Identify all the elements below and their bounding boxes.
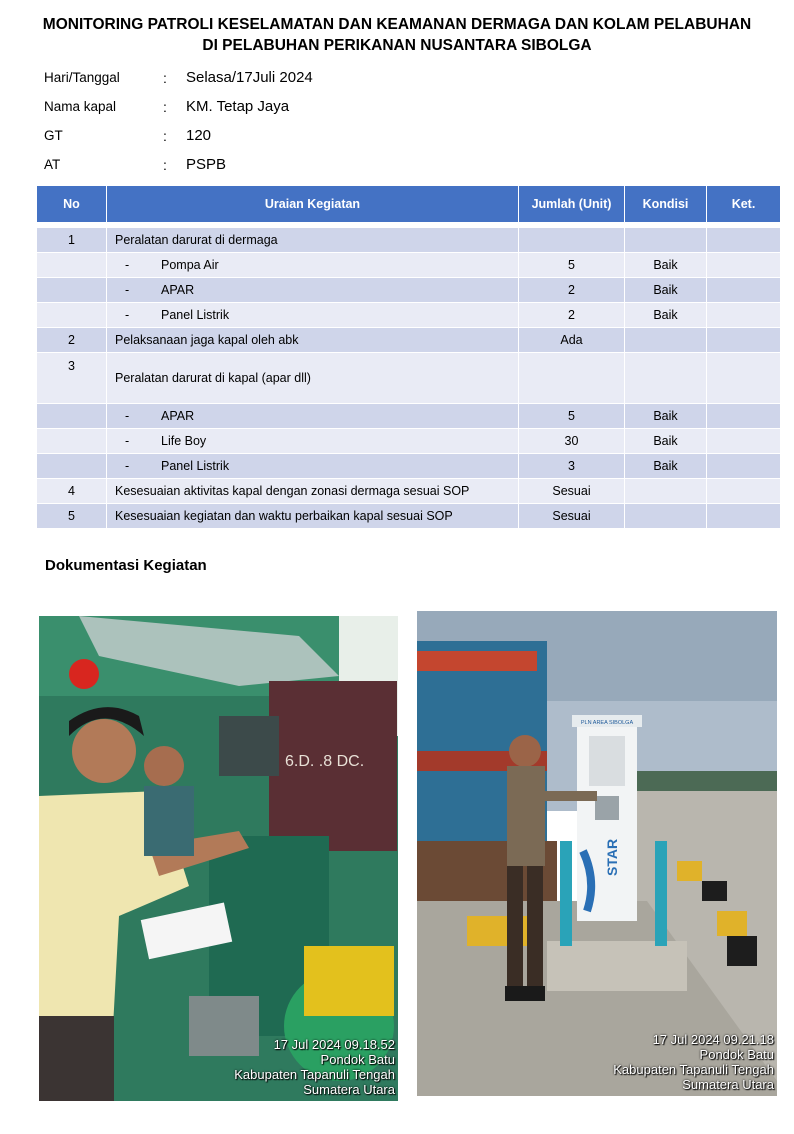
cell-jumlah: 30 [519,429,625,454]
info-label: AT [44,157,61,172]
cell-no [37,454,107,479]
stamp-line: Sumatera Utara [682,1077,774,1092]
cell-desc: Kesesuaian kegiatan dan waktu perbaikan kapal sesuai SOP [107,504,519,529]
stamp-line: Pondok Batu [699,1047,774,1062]
table-row [37,479,781,504]
header-jumlah: Jumlah (Unit) [519,186,625,223]
cell-sub [107,404,519,429]
sub-label: Life Boy [161,434,207,448]
photo-2-timestamp [613,1032,774,1092]
cell-ket [707,404,781,429]
table-row [37,228,781,253]
info-value: 120 [186,127,212,144]
header-uraian: Uraian Kegiatan [107,186,519,223]
sub-dash: - [125,258,130,272]
cell-no [37,303,107,328]
cell-no [37,253,107,278]
document-title [0,14,794,56]
cell-jumlah [519,353,625,404]
sub-label: Pompa Air [161,258,219,272]
sub-label: APAR [161,283,195,297]
photo-1-timestamp [234,1037,395,1097]
cell-no [37,404,107,429]
cell-kondisi: Baik [625,404,707,429]
photo-dock-kiosk [417,611,777,1096]
sub-dash: - [125,434,130,448]
cell-kondisi: Baik [625,303,707,328]
title-line-2: DI PELABUHAN PERIKANAN NUSANTARA SIBOLGA [202,37,592,54]
table-row [37,504,781,529]
sub-label: Panel Listrik [161,459,230,473]
cell-kondisi [625,228,707,253]
table-row [37,353,781,404]
cell-ket [707,278,781,303]
cell-kondisi: Baik [625,429,707,454]
cell-jumlah [519,228,625,253]
cell-no: 4 [37,479,107,504]
cell-no: 1 [37,228,107,253]
cell-ket [707,504,781,529]
wall-sign-text: 6.D. .8 DC. [285,753,365,770]
cell-sub [107,253,519,278]
cell-sub [107,429,519,454]
info-label: Hari/Tanggal [44,70,120,85]
kiosk-brand-text: STAR [604,838,620,876]
cell-ket [707,454,781,479]
photo-engine-room [39,616,398,1101]
kiosk-label-text: PLN AREA SIBOLGA [580,720,634,726]
sub-dash: - [125,283,130,297]
activity-table [36,185,781,529]
cell-desc: Kesesuaian aktivitas kapal dengan zonasi dermaga sesuai SOP [107,479,519,504]
cell-kondisi: Baik [625,454,707,479]
title-line-1: MONITORING PATROLI KESELAMATAN DAN KEAMANAN DERMAGA DAN KOLAM PELABUHAN [42,16,752,33]
cell-ket [707,328,781,353]
cell-jumlah: 3 [519,454,625,479]
info-value: Selasa/17Juli 2024 [186,69,313,86]
sub-label: Panel Listrik [161,308,230,322]
info-colon: : [163,99,167,115]
table-row [37,429,781,454]
cell-kondisi [625,328,707,353]
info-colon: : [163,157,167,173]
sub-label: APAR [161,409,195,423]
stamp-line: Kabupaten Tapanuli Tengah [234,1067,395,1082]
info-value: PSPB [186,156,227,173]
cell-no [37,278,107,303]
stamp-line: 17 Jul 2024 09.21.18 [652,1032,774,1047]
cell-ket [707,353,781,404]
stamp-line: Sumatera Utara [303,1082,395,1097]
table-header-row [37,186,781,223]
documentation-title: Dokumentasi Kegiatan [45,557,207,574]
stamp-line: Kabupaten Tapanuli Tengah [613,1062,774,1077]
info-colon: : [163,70,167,86]
dock-scene [417,611,777,1096]
table-row [37,328,781,353]
cell-ket [707,429,781,454]
table-row [37,404,781,429]
cell-kondisi [625,504,707,529]
cell-ket [707,228,781,253]
cell-jumlah: 2 [519,303,625,328]
info-colon: : [163,128,167,144]
cell-ket [707,253,781,278]
cell-jumlah: 5 [519,404,625,429]
cell-desc: Peralatan darurat di dermaga [107,228,519,253]
cell-kondisi [625,353,707,404]
cell-jumlah: Ada [519,328,625,353]
header-no: No [37,186,107,223]
cell-sub [107,454,519,479]
info-value: KM. Tetap Jaya [186,98,290,115]
engine-room-scene [39,616,398,1101]
cell-ket [707,479,781,504]
cell-no: 2 [37,328,107,353]
cell-jumlah: 2 [519,278,625,303]
cell-no: 3 [37,353,107,404]
cell-jumlah: 5 [519,253,625,278]
cell-ket [707,303,781,328]
table-row [37,454,781,479]
sub-dash: - [125,459,130,473]
cell-no: 5 [37,504,107,529]
table-row [37,278,781,303]
cell-jumlah: Sesuai [519,504,625,529]
header-kondisi: Kondisi [625,186,707,223]
table-row [37,303,781,328]
cell-kondisi [625,479,707,504]
stamp-line: Pondok Batu [320,1052,395,1067]
info-label: Nama kapal [44,99,117,114]
stamp-line: 17 Jul 2024 09.18.52 [273,1037,395,1052]
cell-kondisi: Baik [625,253,707,278]
cell-jumlah: Sesuai [519,479,625,504]
info-label: GT [44,128,63,143]
sub-dash: - [125,308,130,322]
header-ket: Ket. [707,186,781,223]
sub-dash: - [125,409,130,423]
cell-no [37,429,107,454]
cell-sub [107,278,519,303]
table-row [37,253,781,278]
cell-kondisi: Baik [625,278,707,303]
cell-sub [107,303,519,328]
cell-desc: Pelaksanaan jaga kapal oleh abk [107,328,519,353]
cell-desc: Peralatan darurat di kapal (apar dll) [107,353,519,404]
